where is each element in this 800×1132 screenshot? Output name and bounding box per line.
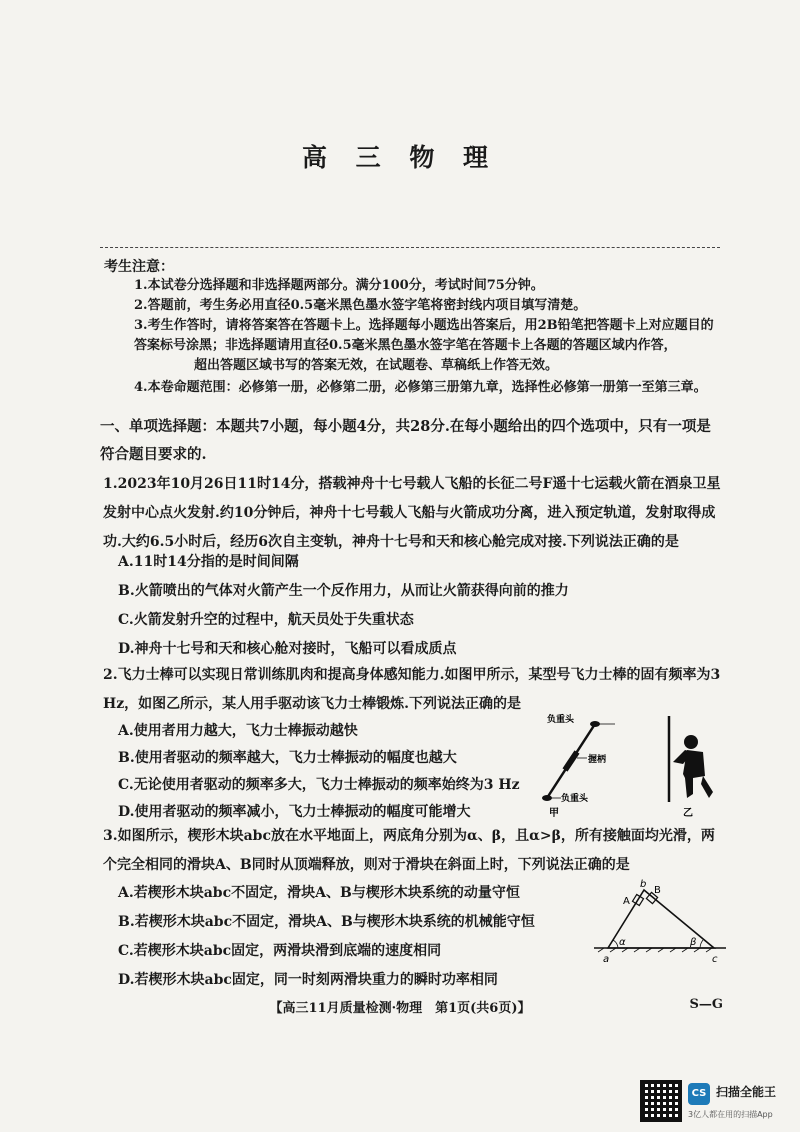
weight-head-top [590,721,600,727]
weight-head-bottom [542,795,552,801]
section-heading: 一、单项选择题：本题共7小题，每小题4分，共28分.在每小题给出的四个选项中，只有一项是符合题目要求的. [100,418,711,463]
person-body [683,750,705,798]
question-2-stem: 2.飞力士棒可以实现日常训练肌肉和提高身体感知能力.如图甲所示，某型号飞力士棒的固有频率为3 Hz，如图乙所示，某人用手驱动该飞力士棒锻炼.下列说法正确的是 [103,667,721,712]
question-2-option-a: A.使用者用力越大，飞力士棒振动越快 [118,723,358,739]
vertex-b-label: b [640,879,647,890]
seal-line-divider [100,247,720,248]
notice-item: 2.答题前，考生务必用直径0.5毫米黑色墨水签字笔将密封线内项目填写清楚。 [134,298,587,313]
vertex-c-label: c [712,954,718,965]
label-weight-head-bottom: 负重头 [561,794,589,804]
question-1-stem: 1.2023年10月26日11时14分，搭载神舟十七号载人飞船的长征二号F遥十七运载火箭在酒泉卫星发射中心点火发射.约10分钟后，神舟十七号载人飞船与火箭成功分离，进入预定轨道，发射取得成功.大约6.5小时后，经历6次自主变轨，神舟十七号和天和核心舱完成对接.下列说法正确的是 [103,476,721,550]
qr-code-icon [640,1080,682,1122]
question-3-stem: 3.如图所示，楔形木块abc放在水平地面上，两底角分别为α、β，且α>β，所有接触面均光滑，两个完全相同的滑块A、B同时从顶端释放，则对于滑块在斜面上时，下列说法正确的是 [103,828,715,873]
label-weight-head-top: 负重头 [547,715,575,725]
block-a-label: A [623,896,630,907]
question-1-option-a: A.11时14分指的是时间间隔 [118,554,299,570]
vertex-a-label: a [603,954,610,965]
question-3-option-d: D.若楔形木块abc固定，同一时刻两滑块重力的瞬时功率相同 [118,972,498,988]
page-footer [0,997,800,1016]
wedge-figure [590,878,730,968]
angle-alpha-label: α [619,937,626,948]
camscanner-tagline: 3亿人都在用的扫描App [688,1110,773,1119]
question-1-option-c: C.火箭发射升空的过程中，航天员处于失重状态 [118,612,414,628]
notice-heading: 考生注意： [104,259,174,275]
angle-beta-label: β [690,937,697,948]
flexi-bar-grip [565,752,577,770]
caption-yi: 乙 [683,808,693,819]
footer-text: 【高三11月质量检测·物理 第1页(共6页)】 [269,1001,531,1016]
question-3-option-c: C.若楔形木块abc固定，两滑块滑到底端的速度相同 [118,943,442,959]
notice-item-emphasis: 超出答题区域书写的答案无效，在试题卷、草稿纸上作答无效。 [194,358,559,373]
notice-item: 1.本试卷分选择题和非选择题两部分。满分100分，考试时间75分钟。 [134,278,544,293]
caption-jia: 甲 [549,808,559,819]
notice-item: 3.考生作答时，请将答案答在答题卡上。选择题每小题选出答案后，用2B铅笔把答题卡上对应题目的答案标号涂黑；非选择题请用直径0.5毫米黑色墨水签字笔在答题卡上各题的答题区域内作答， [134,318,714,353]
question-3-option-b: B.若楔形木块abc不固定，滑块A、B与楔形木块系统的机械能守恒 [118,914,535,930]
camscanner-logo-icon: CS [688,1083,710,1105]
camscanner-name: 扫描全能王 [716,1085,777,1099]
page-title: 高 三 物 理 [301,143,499,172]
question-1-option-d: D.神舟十七号和天和核心舱对接时，飞船可以看成质点 [118,641,457,657]
person-head [684,735,698,749]
question-2-option-b: B.使用者驱动的频率越大，飞力士棒振动的幅度也越大 [118,750,457,766]
question-3-option-a: A.若楔形木块abc不固定，滑块A、B与楔形木块系统的动量守恒 [118,885,520,901]
question-1-option-b: B.火箭喷出的气体对火箭产生一个反作用力，从而让火箭获得向前的推力 [118,583,569,599]
notice-item: 4.本卷命题范围：必修第一册，必修第二册，必修第三册第九章，选择性必修第一册第一至第三章。 [134,380,707,395]
label-grip: 握柄 [588,755,607,765]
question-2-option-d: D.使用者驱动的频率减小，飞力士棒振动的幅度可能增大 [118,804,471,820]
block-b-label: B [654,885,661,896]
flexi-bar-figure [525,712,730,820]
question-2-option-c: C.无论使用者驱动的频率多大，飞力士棒振动的频率始终为3 Hz [118,777,520,793]
paper-code: S—G [689,997,723,1012]
